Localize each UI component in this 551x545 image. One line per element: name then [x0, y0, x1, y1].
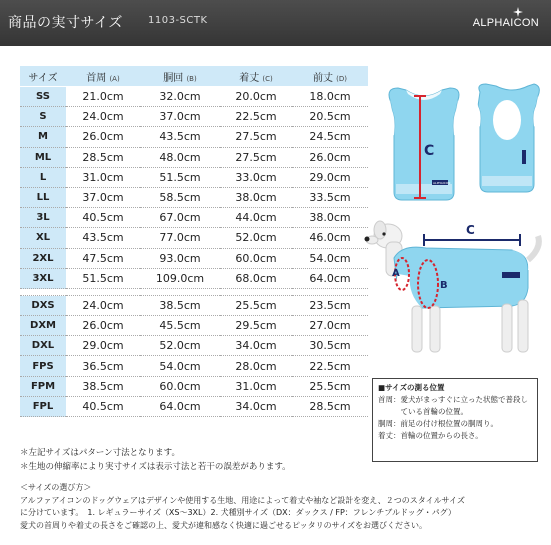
size-value-d: 22.5cm: [292, 356, 368, 376]
size-guide-line: に分けています。 1. レギュラーサイズ（XS～3XL）2. 犬種別サイズ（DX：ダックス / FP：フレンチブルドッグ・パグ）: [20, 508, 456, 517]
garment-illustration: [372, 80, 542, 208]
size-value-b: 64.0cm: [140, 397, 220, 417]
size-value-a: 24.0cm: [66, 296, 140, 316]
size-value-a: 31.0cm: [66, 168, 140, 188]
table-row: [20, 127, 368, 147]
size-value-d: 25.5cm: [292, 377, 368, 397]
dog-measurement-illustration: [362, 214, 548, 364]
garment-front: [385, 88, 464, 200]
page-header: [0, 0, 551, 46]
size-value-b: 52.0cm: [140, 336, 220, 356]
size-value-a: 24.0cm: [66, 107, 140, 127]
size-notes: [20, 446, 291, 474]
size-value-c: 52.0cm: [220, 228, 292, 248]
size-value-c: 68.0cm: [220, 269, 292, 289]
table-row: [20, 228, 368, 248]
table-row: [20, 148, 368, 168]
size-value-b: 32.0cm: [140, 87, 220, 107]
table-row: [20, 377, 368, 397]
size-value-a: 40.5cm: [66, 208, 140, 228]
size-value-a: 51.5cm: [66, 269, 140, 289]
size-value-a: 26.0cm: [66, 127, 140, 147]
size-value-c: 31.0cm: [220, 377, 292, 397]
size-value-d: 33.5cm: [292, 188, 368, 208]
size-guide-line: アルファアイコンのドッグウェアはデザインや使用する生地、用途によって着丈や袖など設計を変え、２つのスタイルサイズ: [20, 495, 465, 505]
size-label: 3XL: [20, 269, 66, 289]
size-value-b: 67.0cm: [140, 208, 220, 228]
table-row: [20, 397, 368, 417]
size-value-c: 38.0cm: [220, 188, 292, 208]
size-value-c: 27.5cm: [220, 148, 292, 168]
size-value-c: 27.5cm: [220, 127, 292, 147]
size-value-d: 18.0cm: [292, 87, 368, 107]
size-label: ML: [20, 148, 66, 168]
size-table-body: [20, 87, 368, 417]
table-row: [20, 269, 368, 289]
size-value-d: 64.0cm: [292, 269, 368, 289]
size-value-b: 51.5cm: [140, 168, 220, 188]
size-value-b: 60.0cm: [140, 377, 220, 397]
size-table: [20, 66, 368, 417]
legend-title: ■サイズの測る位置: [378, 383, 445, 392]
size-value-d: 26.0cm: [292, 148, 368, 168]
size-guide-line: 愛犬の首周りや着丈の長さをご確認の上、愛犬が違和感なく快適に過ごせるピッタリのサイズをお選びください。: [20, 520, 428, 530]
size-label: 2XL: [20, 249, 66, 269]
size-value-d: 38.0cm: [292, 208, 368, 228]
header-front: 前丈 (D): [292, 66, 368, 87]
table-row: [20, 208, 368, 228]
size-label: FPS: [20, 356, 66, 376]
size-value-a: 29.0cm: [66, 336, 140, 356]
size-label: XL: [20, 228, 66, 248]
brand-logo: ALPHAICON: [472, 17, 539, 29]
note-line: ＊左記サイズはパターン寸法となります。: [20, 448, 180, 458]
size-label: DXL: [20, 336, 66, 356]
size-value-a: 21.0cm: [66, 87, 140, 107]
size-guide: [20, 482, 540, 532]
size-value-a: 28.5cm: [66, 148, 140, 168]
size-label: FPM: [20, 377, 66, 397]
size-guide-title: ＜サイズの選び方＞: [20, 483, 92, 492]
page-title: 商品の実寸サイズ: [8, 15, 123, 31]
size-value-d: 46.0cm: [292, 228, 368, 248]
size-value-b: 54.0cm: [140, 356, 220, 376]
header-body: 胴回 (B): [140, 66, 220, 87]
size-label: SS: [20, 87, 66, 107]
size-value-b: 109.0cm: [140, 269, 220, 289]
size-label: M: [20, 127, 66, 147]
size-value-c: 29.5cm: [220, 316, 292, 336]
size-value-a: 37.0cm: [66, 188, 140, 208]
size-label: FPL: [20, 397, 66, 417]
table-row: [20, 316, 368, 336]
table-row: [20, 188, 368, 208]
size-value-c: 25.5cm: [220, 296, 292, 316]
size-value-d: 29.0cm: [292, 168, 368, 188]
size-label: S: [20, 107, 66, 127]
table-row: [20, 249, 368, 269]
size-value-c: 34.0cm: [220, 397, 292, 417]
size-value-c: 20.0cm: [220, 87, 292, 107]
garment-tag-text: ALPHAICON: [433, 181, 451, 185]
size-value-b: 37.0cm: [140, 107, 220, 127]
size-value-c: 44.0cm: [220, 208, 292, 228]
size-value-b: 77.0cm: [140, 228, 220, 248]
size-label: DXM: [20, 316, 66, 336]
measure-label-c: C: [424, 143, 435, 159]
legend-item: 胴周： 前足の付け根位置の胴周り。: [378, 419, 498, 428]
size-value-b: 45.5cm: [140, 316, 220, 336]
table-group-divider: [20, 289, 368, 296]
size-label: L: [20, 168, 66, 188]
size-value-a: 43.5cm: [66, 228, 140, 248]
size-value-d: 23.5cm: [292, 296, 368, 316]
note-line: ＊生地の伸縮率により実寸サイズは表示寸法と若干の誤差があります。: [20, 462, 291, 472]
size-value-c: 34.0cm: [220, 336, 292, 356]
size-value-b: 38.5cm: [140, 296, 220, 316]
measure-label-c-dog: C: [466, 223, 475, 237]
garment-back: [471, 84, 542, 192]
size-value-d: 30.5cm: [292, 336, 368, 356]
size-label: DXS: [20, 296, 66, 316]
size-value-b: 93.0cm: [140, 249, 220, 269]
size-value-d: 27.0cm: [292, 316, 368, 336]
size-value-b: 48.0cm: [140, 148, 220, 168]
header-neck: 首周 (A): [66, 66, 140, 87]
size-value-d: 54.0cm: [292, 249, 368, 269]
size-value-c: 33.0cm: [220, 168, 292, 188]
measure-legend: [372, 378, 538, 462]
size-value-a: 40.5cm: [66, 397, 140, 417]
size-value-c: 60.0cm: [220, 249, 292, 269]
size-value-c: 22.5cm: [220, 107, 292, 127]
product-code: 1103-SCTK: [148, 15, 208, 26]
brand-mark-icon: [513, 7, 523, 17]
table-row: [20, 107, 368, 127]
size-value-a: 38.5cm: [66, 377, 140, 397]
legend-item: 首周： 愛犬がまっすぐに立った状態で普段している首輪の位置。: [378, 395, 528, 416]
measure-label-b: B: [440, 280, 448, 291]
size-value-d: 28.5cm: [292, 397, 368, 417]
size-value-b: 43.5cm: [140, 127, 220, 147]
header-size: サイズ: [20, 66, 66, 87]
size-table-header: [20, 66, 368, 87]
table-row: [20, 336, 368, 356]
table-row: [20, 168, 368, 188]
measure-label-a: A: [392, 268, 400, 279]
header-length: 着丈 (C): [220, 66, 292, 87]
size-value-d: 24.5cm: [292, 127, 368, 147]
size-value-a: 47.5cm: [66, 249, 140, 269]
size-label: 3L: [20, 208, 66, 228]
legend-item: 着丈： 首輪の位置からの長さ。: [378, 431, 483, 440]
table-row: [20, 296, 368, 316]
table-row: [20, 87, 368, 107]
size-value-b: 58.5cm: [140, 188, 220, 208]
size-value-c: 28.0cm: [220, 356, 292, 376]
size-label: LL: [20, 188, 66, 208]
size-value-d: 20.5cm: [292, 107, 368, 127]
size-value-a: 36.5cm: [66, 356, 140, 376]
table-row: [20, 356, 368, 376]
size-value-a: 26.0cm: [66, 316, 140, 336]
